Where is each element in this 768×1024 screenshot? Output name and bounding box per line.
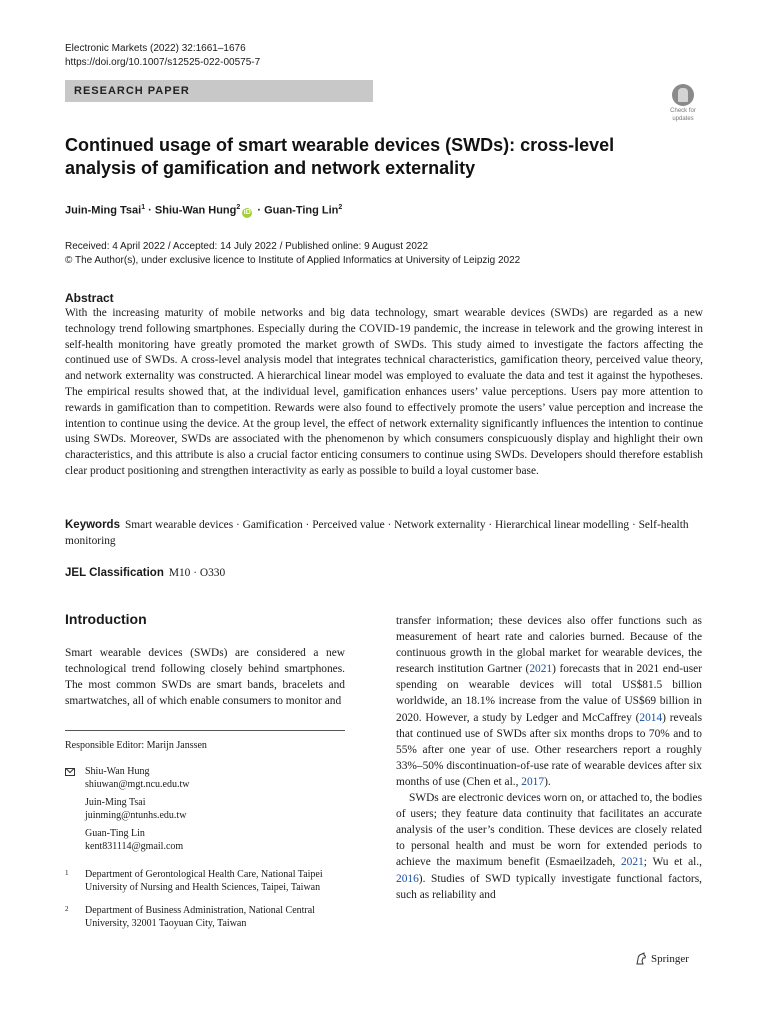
affiliation xyxy=(65,869,355,894)
springer-horse-icon xyxy=(634,952,648,966)
author-affiliation-number: 1 xyxy=(141,204,146,211)
right-column xyxy=(396,613,702,903)
contact-name: Juin-Ming Tsai xyxy=(85,797,146,808)
publisher-name: Springer xyxy=(651,953,689,965)
contact-name: Guan-Ting Lin xyxy=(85,828,145,839)
author-name[interactable]: Shiu-Wan Hung xyxy=(154,204,237,217)
citation-link[interactable]: 2021 xyxy=(620,856,644,869)
jel-label: JEL Classification xyxy=(65,567,164,579)
author-affiliation-number: 2 xyxy=(338,204,343,211)
contact-list xyxy=(65,766,355,859)
abstract-heading: Abstract xyxy=(65,291,114,305)
text-run: ). Studies of SWD typically investigate functional factors, such as reliability and xyxy=(396,872,702,901)
text-run: SWDs are electronic devices worn on, or attached to, the bodies of users; they feature data continuity that facilitates an accurate analysis of the user’s condition. These devices are closely related to personal health and must be worn for extended periods to achieve the maximum benefit (Esmaeilzadeh, xyxy=(396,792,702,869)
text-run: ; Wu et al., xyxy=(643,856,702,869)
affiliation-text: Department of Business Administration, National Central University, 32001 Taoyuan City, Taiwan xyxy=(85,905,315,929)
affiliation-text: Department of Gerontological Health Care, National Taipei University of Nursing and Health Sciences, Taipei, Taiwan xyxy=(85,869,323,893)
text-run: ) reveals that continued use of SWDs after six months drops to 70% and to 55% after one year of use. Other researchers report a roughly 33%–50% discontinuation-of-use rate of wearable devices after six months of use (Chen et al., xyxy=(396,711,702,788)
contact-email[interactable]: shiuwan@mgt.ncu.edu.tw xyxy=(85,778,190,790)
jel-classification xyxy=(65,567,225,579)
text-run: transfer information; these devices also offer functions such as measurement of heart rate and calories burned. Because of the continuous growth in the global market for wearable devices, the research institution Gartner ( xyxy=(396,615,702,676)
contact-entry xyxy=(85,797,355,822)
keywords-label: Keywords xyxy=(65,519,120,531)
contact-email[interactable]: juinming@ntunhs.edu.tw xyxy=(85,809,187,821)
check-updates-label-2: updates xyxy=(672,116,694,122)
envelope-icon xyxy=(65,768,75,776)
contact-name: Shiu-Wan Hung xyxy=(85,766,150,777)
intro-paragraph: Smart wearable devices (SWDs) are considered a new technological trend following closely behind smartphones. The most common SWDs are smart bands, bracelets and smartwatches, all of which enable consumers to monitor and xyxy=(65,647,345,708)
affiliation xyxy=(65,905,355,930)
author-separator: · xyxy=(148,204,152,217)
author-name[interactable]: Guan-Ting Lin xyxy=(264,204,339,217)
paper-title: Continued usage of smart wearable devices (SWDs): cross-level analysis of gamification and network externality xyxy=(65,135,615,178)
intro-paragraph xyxy=(396,613,702,790)
author-affiliation-number: 2 xyxy=(236,204,241,211)
check-updates-icon xyxy=(672,84,694,106)
publisher-logo xyxy=(634,952,689,966)
citation-link[interactable]: 2017 xyxy=(521,775,545,788)
text-run: ) forecasts that in 2021 end-user spending on wearable devices will total US$81.5 billion worldwide, an 18.1% increase from the value of US$69 billion in 2020. However, a study by Ledger and McCaffrey ( xyxy=(396,663,702,724)
affiliation-number: 1 xyxy=(65,869,69,877)
author-list xyxy=(65,204,342,218)
doi-link[interactable]: https://doi.org/10.1007/s12525-022-00575-7 xyxy=(65,57,261,68)
footnote-divider xyxy=(65,730,345,731)
check-updates-label-1: Check for xyxy=(670,108,696,114)
publication-dates xyxy=(65,240,520,268)
check-for-updates-button[interactable] xyxy=(664,84,702,124)
keywords-text: Smart wearable devices · Gamification · Perceived value · Network externality · Hierarchical linear modelling · Self-health monitoring xyxy=(65,519,689,547)
keywords xyxy=(65,517,705,549)
received-dates: Received: 4 April 2022 / Accepted: 14 July 2022 / Published online: 9 August 2022 xyxy=(65,241,429,252)
text-run: ). xyxy=(544,775,551,788)
contact-email[interactable]: kent831114@gmail.com xyxy=(85,840,184,852)
left-column xyxy=(65,645,345,709)
jel-text: M10 · O330 xyxy=(168,567,226,579)
copyright-line: © The Author(s), under exclusive licence to Institute of Applied Informatics at University of Leipzig 2022 xyxy=(65,255,521,266)
article-type-banner: RESEARCH PAPER xyxy=(65,80,373,102)
citation-link[interactable]: 2014 xyxy=(639,711,663,724)
contact-entry xyxy=(85,828,355,853)
affiliation-number: 2 xyxy=(65,905,69,913)
intro-paragraph xyxy=(396,790,702,903)
journal-info xyxy=(65,42,260,70)
journal-citation: Electronic Markets (2022) 32:1661–1676 xyxy=(65,43,246,54)
author-name[interactable]: Juin-Ming Tsai xyxy=(65,204,142,217)
citation-link[interactable]: 2021 xyxy=(529,663,553,676)
introduction-heading: Introduction xyxy=(65,611,147,627)
author-separator: · xyxy=(257,204,261,217)
abstract-text: With the increasing maturity of mobile networks and big data technology, smart wearable devices (SWDs) are regarded as a new technology trend following smartphones. Especially during the COVID-19 pandemic, the increase in telework and the growing interest in self-health monitoring have greatly promoted the market growth of SWDs. This study aimed to investigate the factors affecting the continued use of SWDs. A cross-level analysis model that integrates technical characteristics, gamification theory, perceived value theory, and network externality was constructed. A hierarchical linear model was employed to evaluate the data and test it against the hypotheses. The empirical results showed that, at the individual level, gamification enhances users’ value perceptions. Users pay more attention to rewards in gamification than to competition. Rewards were also found to effectively promote the users’ value perception and increase the intention to continue using the device. At the group level, the effect of network externality significantly influences the intention to continue using SWDs. Moreover, SWDs are associated with the phenomenon by which consumers conspicuously display and highlight their own characteristics, and this attribute is also a crucial factor enticing consumers to continue using SWDs. Developers should therefore establish clear product positioning and strengthen interactivity as early as possible to build a loyal customer base. xyxy=(65,307,703,477)
citation-link[interactable]: 2016 xyxy=(396,872,419,885)
orcid-icon[interactable]: iD xyxy=(243,208,251,216)
contact-entry xyxy=(85,766,355,791)
responsible-editor: Responsible Editor: Marijn Janssen xyxy=(65,740,207,751)
